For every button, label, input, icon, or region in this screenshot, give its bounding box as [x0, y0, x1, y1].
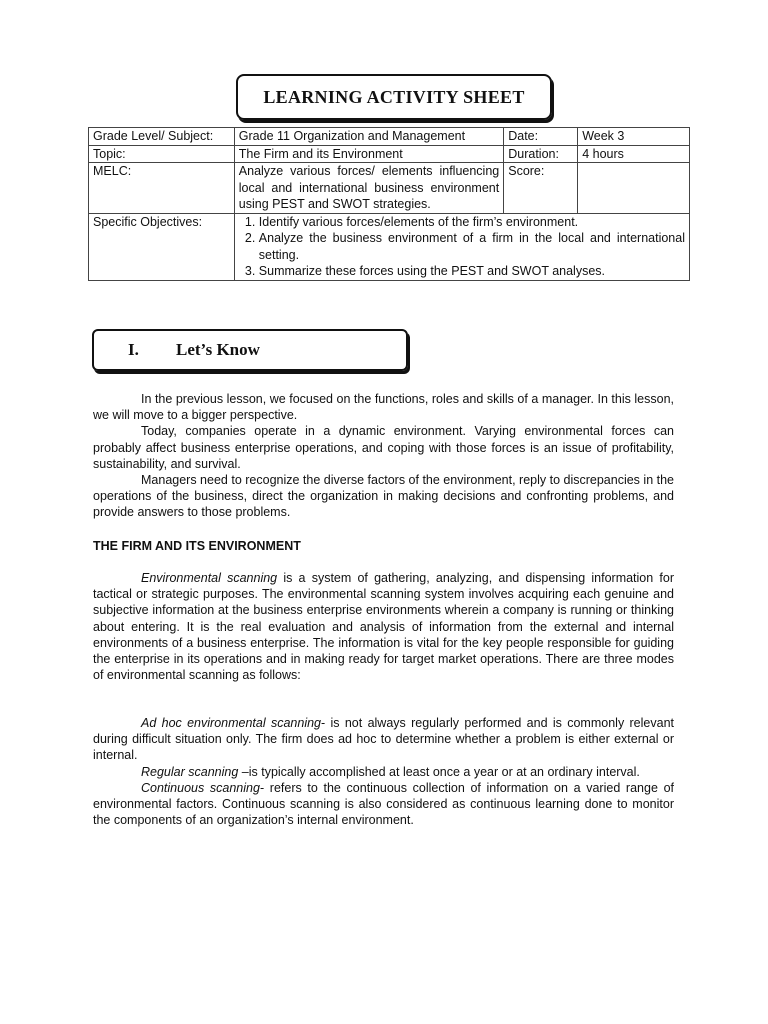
- objectives-list: [239, 214, 685, 280]
- mode-definition: - refers to the continuous collection of information on a varied range of environmental factors. Continuous scanning is also considered as continuous learning done to monitor the components of an organization’s internal environment.: [93, 780, 674, 828]
- scanning-text: [93, 570, 674, 683]
- scanning-term: Environmental scanning: [141, 571, 278, 585]
- intro-paragraph: Managers need to recognize the diverse factors of the environment, reply to discrepancies in the operations of the business, direct the organization in making decisions and confronting problems, and provide answers to those problems.: [93, 473, 674, 520]
- score-label: Score:: [504, 163, 578, 214]
- topic-label: Topic:: [89, 145, 235, 163]
- scanning-definition: is a system of gathering, analyzing, and dispensing information for tactical or strategic purposes. The environmental scanning system involves acquiring each genuine and subjective information at the business enterprise environments wherein a company is running or thinking about entering. It is the real evaluation and analysis of information from the external and internal environments of a business enterprise. The information is vital for the key people responsible for guiding the enterprise in its operations and in making ready for target market operations. There are three modes of environmental scanning as follows:: [93, 571, 674, 683]
- table-row: [89, 213, 690, 280]
- score-value: [578, 163, 690, 214]
- duration-value: 4 hours: [578, 145, 690, 163]
- section-title: Let’s Know: [176, 340, 260, 359]
- melc-label: MELC:: [89, 163, 235, 214]
- intro-paragraph: Today, companies operate in a dynamic environment. Varying environmental forces can probably affect business enterprise operations, and coping with those forces is an issue of profitability, sustainability, and survival.: [93, 424, 674, 471]
- mode-definition: - is not always regularly performed and is commonly relevant during difficult situation only. The firm does ad hoc to determine whether a problem is either external or internal.: [93, 716, 674, 763]
- objectives-label: Specific Objectives:: [89, 213, 235, 280]
- table-row: [89, 163, 690, 214]
- mode-term: Continuous scanning: [141, 780, 260, 795]
- intro-text: [93, 391, 674, 521]
- objectives-cell: [234, 213, 689, 280]
- grade-label: Grade Level/ Subject:: [89, 128, 235, 146]
- mode-definition: –is typically accomplished at least once a year or at an ordinary interval.: [238, 764, 640, 779]
- modes-text: [93, 715, 674, 828]
- objective-item: 2. Analyze the business environment of a firm in the local and international setting.: [259, 230, 685, 263]
- section-heading-box: [92, 329, 408, 371]
- date-value: Week 3: [578, 128, 690, 146]
- info-table: [88, 127, 690, 281]
- section-subheading: THE FIRM AND ITS ENVIRONMENT: [93, 539, 301, 553]
- topic-value: The Firm and its Environment: [234, 145, 503, 163]
- section-number: I.: [128, 340, 139, 359]
- mode-paragraph: [93, 764, 674, 780]
- scanning-paragraph: [93, 570, 674, 683]
- table-row: [89, 128, 690, 146]
- sheet-title: LEARNING ACTIVITY SHEET: [263, 86, 525, 107]
- melc-value: Analyze various forces/ elements influencing local and international business environment using PEST and SWOT strategies.: [234, 163, 503, 214]
- intro-paragraph: In the previous lesson, we focused on the functions, roles and skills of a manager. In this lesson, we will move to a bigger perspective.: [93, 392, 674, 423]
- mode-term: Ad hoc environmental scanning: [141, 716, 321, 730]
- table-row: [89, 145, 690, 163]
- sheet-title-box: [236, 74, 552, 120]
- duration-label: Duration:: [504, 145, 578, 163]
- mode-paragraph: [93, 780, 674, 829]
- date-label: Date:: [504, 128, 578, 146]
- mode-term: Regular scanning: [141, 764, 239, 779]
- objective-item: 3. Summarize these forces using the PEST and SWOT analyses.: [259, 263, 685, 280]
- grade-value: Grade 11 Organization and Management: [234, 128, 503, 146]
- objective-item: 1. Identify various forces/elements of the firm’s environment.: [259, 214, 685, 231]
- mode-paragraph: [93, 715, 674, 764]
